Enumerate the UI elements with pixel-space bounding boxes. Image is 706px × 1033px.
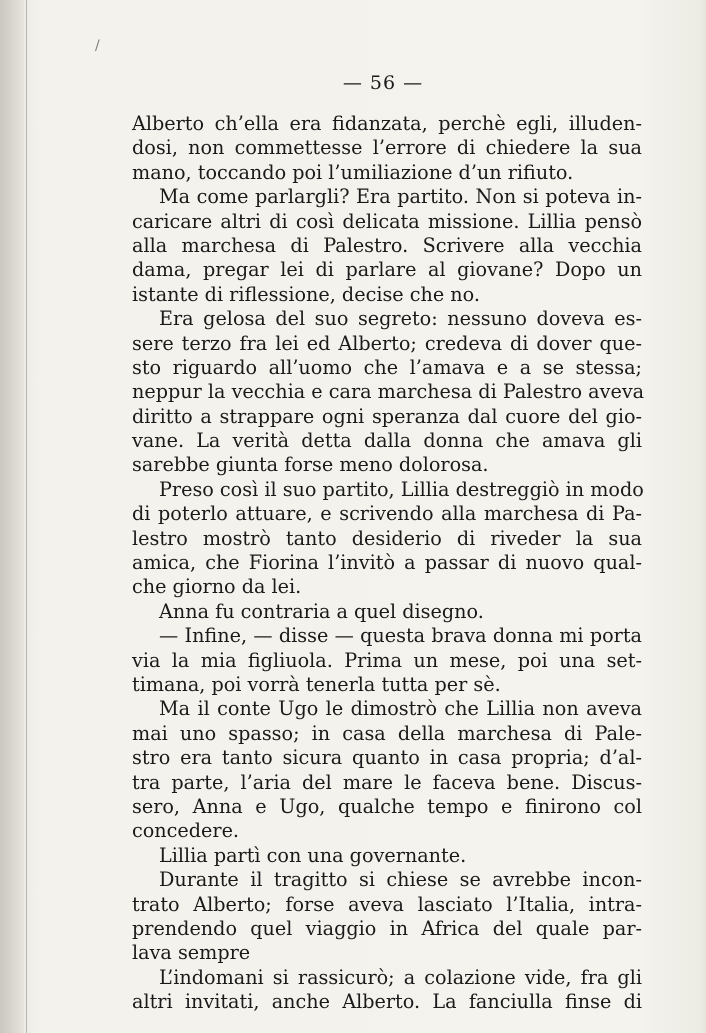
text-line: Anna fu contraria a quel disegno. bbox=[159, 599, 484, 623]
text-line: sarebbe giunta forse meno dolorosa. bbox=[132, 453, 489, 477]
text-line: istante di riflessione, decise che no. bbox=[132, 282, 480, 306]
text-line: — Infine, — disse — questa brava donna mi porta bbox=[159, 624, 642, 648]
text-line: sero, Anna e Ugo, qualche tempo e finirono col bbox=[132, 794, 642, 818]
page-number: — 56 — bbox=[342, 72, 424, 94]
text-line: che giorno da lei. bbox=[132, 575, 302, 599]
text-line: Lillia partì con una governante. bbox=[159, 843, 467, 867]
text-line: sere terzo fra lei ed Alberto; credeva di dover que- bbox=[132, 331, 642, 355]
page-gutter bbox=[0, 0, 24, 1033]
text-line: lava sempre bbox=[132, 941, 251, 965]
text-line: mai uno spasso; in casa della marchesa di Pale- bbox=[132, 721, 642, 745]
text-line: alla marchesa di Palestro. Scrivere alla vecchia bbox=[132, 233, 642, 257]
text-line: Era gelosa del suo segreto: nessuno doveva es- bbox=[159, 307, 642, 331]
text-line: Preso così il suo partito, Lillia destreggiò in modo bbox=[159, 477, 644, 501]
text-line: lestro mostrò tanto desiderio di riveder la sua bbox=[132, 526, 642, 550]
body-text bbox=[132, 112, 645, 1014]
text-line: mano, toccando poi l’umiliazione d’un rifiuto. bbox=[132, 160, 574, 184]
text-line: trato Alberto; forse aveva lasciato l’Italia, intra- bbox=[132, 892, 642, 916]
text-line: sto riguardo all’uomo che l’amava e a se stessa; bbox=[132, 355, 642, 379]
text-line: caricare altri di così delicata missione. Lillia pensò bbox=[132, 209, 642, 233]
text-line: neppur la vecchia e cara marchesa di Palestro aveva bbox=[132, 380, 645, 404]
text-line: di poterlo attuare, e scrivendo alla marchesa di Pa- bbox=[132, 502, 642, 526]
text-line: via la mia figliuola. Prima un mese, poi una set- bbox=[132, 648, 642, 672]
text-line: vane. La verità detta dalla donna che amava gli bbox=[132, 429, 642, 453]
pencil-mark: / bbox=[95, 38, 100, 54]
text-line: Alberto ch’ella era fidanzata, perchè egli, illuden- bbox=[132, 112, 642, 135]
text-line: dama, pregar lei di parlare al giovane? Dopo un bbox=[132, 258, 642, 282]
text-line: Ma come parlargli? Era partito. Non si poteva in- bbox=[159, 185, 642, 209]
text-line: amica, che Fiorina l’invitò a passar di nuovo qual- bbox=[132, 551, 642, 575]
text-line: prendendo quel viaggio in Africa del quale par- bbox=[132, 916, 642, 940]
text-line: stro era tanto sicura quanto in casa propria; d’al- bbox=[132, 746, 642, 770]
text-line: concedere. bbox=[132, 819, 240, 843]
text-line: timana, poi vorrà tenerla tutta per sè. bbox=[132, 672, 501, 696]
text-line: diritto a strappare ogni speranza dal cuore del gio- bbox=[132, 404, 642, 428]
text-line: dosi, non commettesse l’errore di chiedere la sua bbox=[132, 136, 642, 160]
text-line: Durante il tragitto si chiese se avrebbe incon- bbox=[159, 868, 642, 892]
text-line: altri invitati, anche Alberto. La fanciulla finse di bbox=[132, 990, 642, 1014]
text-line: Ma il conte Ugo le dimostrò che Lillia non aveva bbox=[159, 697, 642, 721]
text-line: L’indomani si rassicurò; a colazione vide, fra gli bbox=[159, 965, 642, 989]
text-line: tra parte, l’aria del mare le faceva bene. Discus- bbox=[132, 770, 642, 794]
gutter-line bbox=[26, 0, 27, 1033]
